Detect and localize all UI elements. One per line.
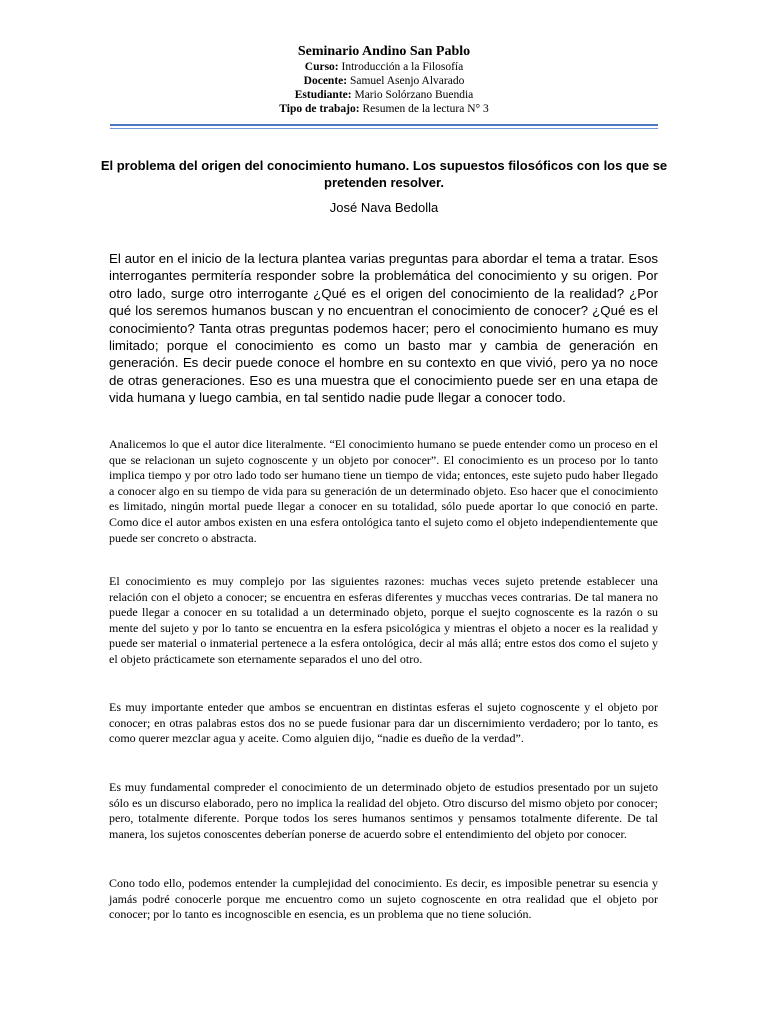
paragraph: Analicemos lo que el autor dice literalmente. “El conocimiento humano se puede entender como un proceso en el que se relacionan un sujeto cognoscente y un objeto por conocer”. El conocimiento es un proceso por lo tanto implica tiempo y por otro lado todo ser humano tiene un tiempo de vida; entonces, este sujeto pudo haber llegado a conocer algo en su tiempo de vida para su generación de un determinado objeto. Eso hacer que el conocimiento es limitado, ningún mortal puede llegar a conocer en su totalidad, sólo puede aportar lo que conoció en parte. Como dice el autor ambos existen en una esfera ontológica tanto el sujeto como el objeto independientemente que puede ser concreto o abstracta. — [109, 437, 658, 545]
teacher-value: Samuel Asenjo Alvarado — [347, 75, 465, 87]
paragraph: Es muy importante enteder que ambos se encuentran en distintas esferas el sujeto cognoscente y el objeto por conocer; en otras palabras estos dos no se puede fusionar para dar un discernimiento verdadero; por lo tanto, es como querer mezclar agua y aceite. Como alguien dijo, “nadie es dueño de la verdad”. — [109, 700, 658, 746]
work-type-value: Resumen de la lectura N° 3 — [359, 103, 489, 115]
paragraph: El conocimiento es muy complejo por las siguientes razones: muchas veces sujeto pretende establecer una relación con el objeto a conocer; se encuentra en esferas diferentes y mucchas veces contrarias. De tal manera no puede llegar a conocer en su totalidad a un determinado objeto, porque el suejto cognoscente es la razón o su mente del sujeto y por lo tanto se encuentra en la esfera psicológica y mientras el objeto a nocer es la realidad y puede ser material o inmaterial pertenece a la esfera ontológica, decir al más allá; entre estos dos como el sujeto y el objeto prácticamete son eternamente separados el uno del otro. — [109, 574, 658, 666]
paragraph: Es muy fundamental compreder el conocimiento de un determinado objeto de estudios presentado por un sujeto sólo es un discurso elaborado, pero no implica la realidad del objeto. Otro discurso del mismo objeto por conocer; pero, totalmente diferente. Porque todos los seres humanos sentimos y pensamos totalmente diferente. De tal manera, los sujetos conoscentes deberían ponerse de acuerdo sobre el entendimiento del objeto por conocer. — [109, 780, 658, 841]
course-label: Curso: — [304, 61, 339, 73]
student-value: Mario Solórzano Buendia — [351, 89, 474, 101]
document-author: José Nava Bedolla — [329, 200, 439, 215]
document-header — [0, 44, 768, 116]
paragraph: El autor en el inicio de la lectura plantea varias preguntas para abordar el tema a tratar. Esos interrogantes permitería responder sobre la problemática del conocimiento y su origen. Por otro lado, surge otro interrogante ¿Qué es el origen del conocimiento de la realidad? ¿Por qué los seremos humanos buscan y no encuentran el conocimiento de conocer? ¿Qué es el conocimiento? Tanta otras preguntas podemos hacer; pero el conocimiento humano es muy limitado; porque el conocimiento es como un basto mar y cambia de generación en generación. Es decir puede conoce el hombre en su contexto en que vivió, pero ya no noce de otras generaciones. Eso es una muestra que el conocimiento puede ser en una etapa de vida humana y luego cambia, en tal sentido nadie pude llegar a conocer todo. — [109, 251, 658, 406]
teacher-label: Docente: — [303, 75, 348, 87]
header-divider — [110, 124, 658, 126]
course-line — [0, 60, 768, 74]
institution-name: Seminario Andino San Pablo — [297, 44, 471, 59]
course-value: Introducción a la Filosofía — [338, 61, 464, 73]
work-type-label: Tipo de trabajo: — [279, 103, 360, 115]
header-divider-thin — [110, 128, 658, 129]
student-label: Estudiante: — [294, 89, 352, 101]
teacher-line — [0, 74, 768, 88]
work-type-line — [0, 102, 768, 116]
document-title: El problema del origen del conocimiento humano. Los supuestos filosóficos con los que se pretenden resolver. — [100, 158, 668, 190]
student-line — [0, 88, 768, 102]
paragraph: Cono todo ello, podemos entender la cumplejidad del conocimiento. Es decir, es imposible penetrar su esencia y jamás podré conocerle porque me encuentro como un sujeto cognoscente en otra realidad que el objeto por conocer; por lo tanto es incognoscible en esencia, es un problema que no tiene solución. — [109, 876, 658, 922]
